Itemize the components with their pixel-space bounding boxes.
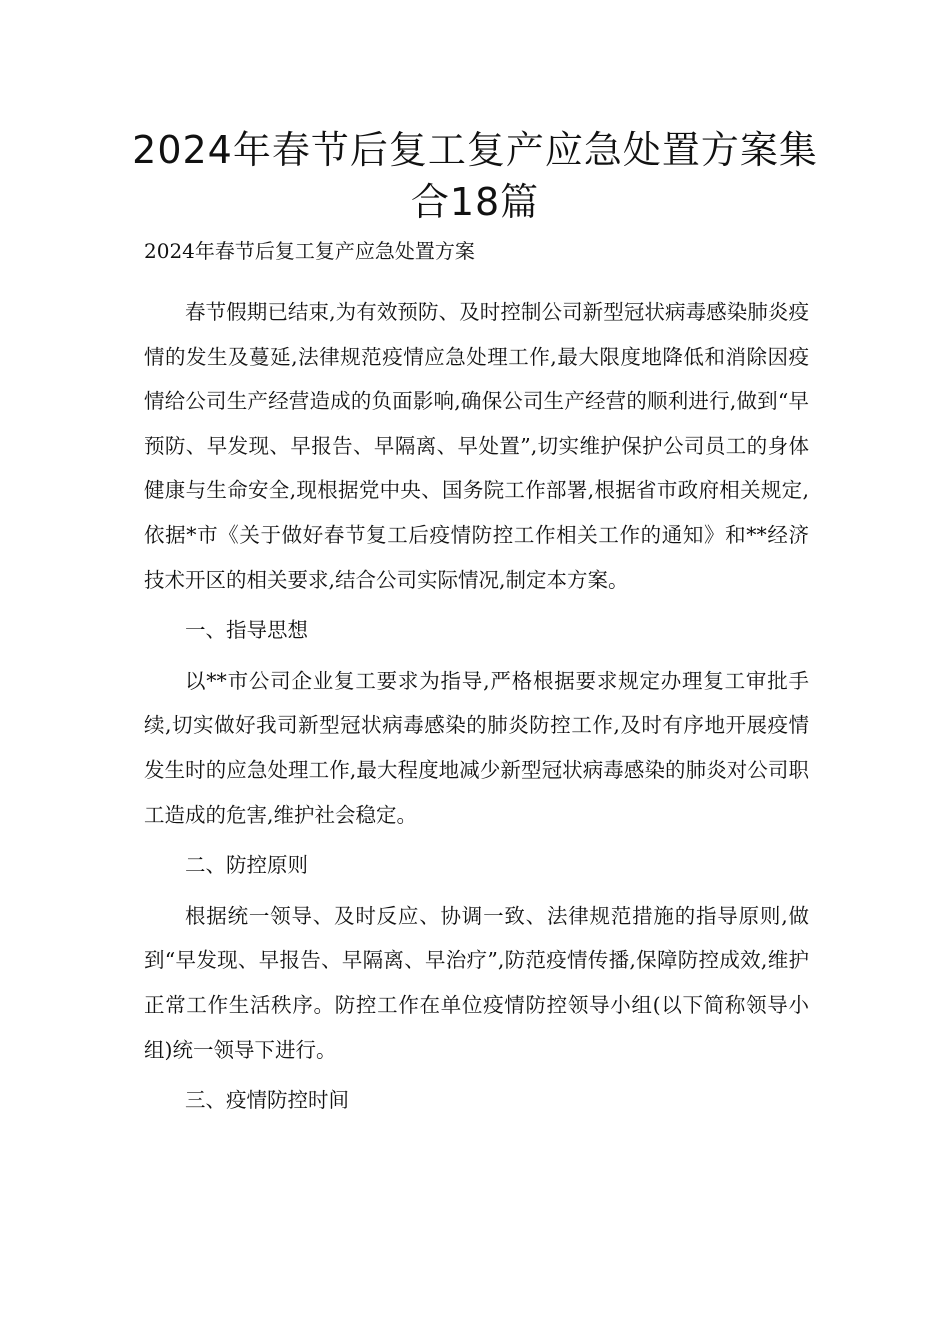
document-subtitle: 2024年春节后复工复产应急处置方案 (144, 239, 475, 263)
document-body (144, 290, 809, 1129)
paragraph-prevention-principles: 根据统一领导、及时反应、协调一致、法律规范措施的指导原则,做到“早发现、早报告、早隔离、早治疗”,防范疫情传播,保障防控成效,维护正常工作生活秩序。防控工作在单位疫情防控领导小组(以下简称领导小组)统一领导下进行。 (144, 903, 809, 1062)
paragraph-intro: 春节假期已结束,为有效预防、及时控制公司新型冠状病毒感染肺炎疫情的发生及蔓延,法律规范疫情应急处理工作,最大限度地降低和消除因疫情给公司生产经营造成的负面影响,确保公司生产经营的顺利进行,做到“早预防、早发现、早报告、早隔离、早处置”,切实维护保护公司员工的身体健康与生命安全,现根据党中央、国务院工作部署,根据省市政府相关规定,依据*市《关于做好春节复工后疫情防控工作相关工作的通知》和**经济技术开区的相关要求,结合公司实际情况,制定本方案。 (144, 300, 809, 592)
section-heading-guiding-ideology: 一、指导思想 (185, 618, 308, 643)
section-heading-prevention-principles: 二、防控原则 (185, 853, 308, 878)
section-heading-prevention-period: 三、疫情防控时间 (185, 1088, 349, 1113)
paragraph-guiding-ideology: 以**市公司企业复工要求为指导,严格根据要求规定办理复工审批手续,切实做好我司新型冠状病毒感染的肺炎防控工作,及时有序地开展疫情发生时的应急处理工作,最大程度地减少新型冠状病毒感染的肺炎对公司职工造成的危害,维护社会稳定。 (144, 668, 809, 827)
document-title: 2024年春节后复工复产应急处置方案集合18篇 (132, 128, 818, 224)
